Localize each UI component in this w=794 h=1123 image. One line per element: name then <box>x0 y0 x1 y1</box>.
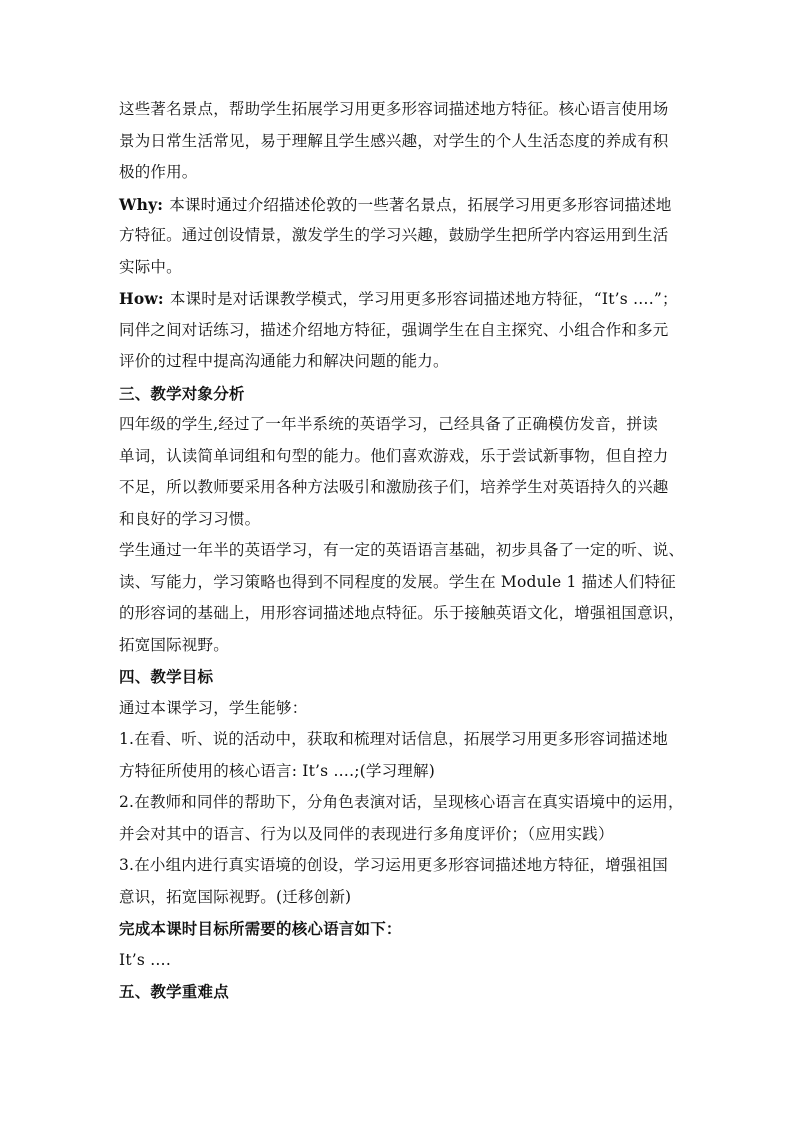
goal-3-line-2: 意识，拓宽国际视野。(迁移创新) <box>119 887 352 906</box>
goal-2-line-1: 2.在教师和同伴的帮助下，分角色表演对话，呈现核心语言在真实语境中的运用， <box>119 793 684 811</box>
why-line-3: 实际中。 <box>119 257 182 276</box>
how-text-1: 本课时是对话课教学模式，学习用更多形容词描述地方特征，“It’s ….”； <box>169 290 678 308</box>
document-page <box>119 94 685 1008</box>
how-line-2: 同伴之间对话练习，描述介绍地方特征，强调学生在自主探究、小组合作和多元 <box>119 320 669 339</box>
goal-3-line-1: 3.在小组内进行真实语境的创设，学习运用更多形容词描述地方特征，增强祖国 <box>119 856 668 874</box>
why-label: Why: <box>119 194 164 214</box>
intro-line-1: 这些著名景点，帮助学生拓展学习用更多形容词描述地方特征。核心语言使用场 <box>119 100 669 118</box>
goal-2-line-2: 并会对其中的语言、行为以及同伴的表现进行多角度评价；（应用实践） <box>119 824 614 843</box>
section3-p1-line-4: 和良好的学习习惯。 <box>119 509 261 528</box>
core-language-text: It’s …. <box>119 950 171 969</box>
how-line-3: 评价的过程中提高沟通能力和解决问题的能力。 <box>119 352 449 370</box>
section3-p2-line-2: 读、写能力，学习策略也得到不同程度的发展。学生在 Module 1 描述人们特征 <box>119 572 676 591</box>
section3-p2-line-4: 拓宽国际视野。 <box>119 635 229 654</box>
intro-line-2: 景为日常生活常见，易于理解且学生感兴趣，对学生的个人生活态度的养成有积 <box>119 131 669 150</box>
why-line-2: 方特征。通过创设情景，激发学生的学习兴趣，鼓励学生把所学内容运用到生活 <box>119 226 669 244</box>
section4-heading: 四、教学目标 <box>119 667 214 686</box>
section3-p1-line-2: 单词，认读简单词组和句型的能力。他们喜欢游戏，乐于尝试新事物，但自控力 <box>119 446 669 465</box>
section4-intro: 通过本课学习，学生能够： <box>119 698 308 717</box>
section3-p2-line-3: 的形容词的基础上，用形容词描述地点特征。乐于接触英语文化，增强祖国意识， <box>119 604 685 622</box>
section3-p1-line-1: 四年级的学生,经过了一年半系统的英语学习，己经具备了正确模仿发音，拼读 <box>119 415 658 433</box>
section5-heading: 五、教学重难点 <box>119 982 229 1001</box>
intro-line-3: 极的作用。 <box>119 163 198 181</box>
section3-heading: 三、教学对象分析 <box>119 383 245 403</box>
how-label: How: <box>119 289 164 308</box>
why-line-1 <box>119 189 679 221</box>
section3-p1-line-3: 不足，所以教师要采用各种方法吸引和激励孩子们，培养学生对英语持久的兴趣 <box>119 478 669 496</box>
goal-1-line-1: 1.在看、听、说的活动中，获取和梳理对话信息，拓展学习用更多形容词描述地 <box>119 730 668 748</box>
why-text-1: 本课时通过介绍描述伦敦的一些著名景点，拓展学习用更多形容词描述地 <box>169 195 672 214</box>
goal-1-line-2: 方特征所使用的核心语言: It’s ….;(学习理解) <box>119 761 435 780</box>
section3-p2-line-1: 学生通过一年半的英语学习，有一定的英语语言基础，初步具备了一定的听、说、 <box>119 541 685 559</box>
how-line-1 <box>119 283 679 315</box>
core-language-heading: 完成本课时目标所需要的核心语言如下： <box>119 919 402 938</box>
